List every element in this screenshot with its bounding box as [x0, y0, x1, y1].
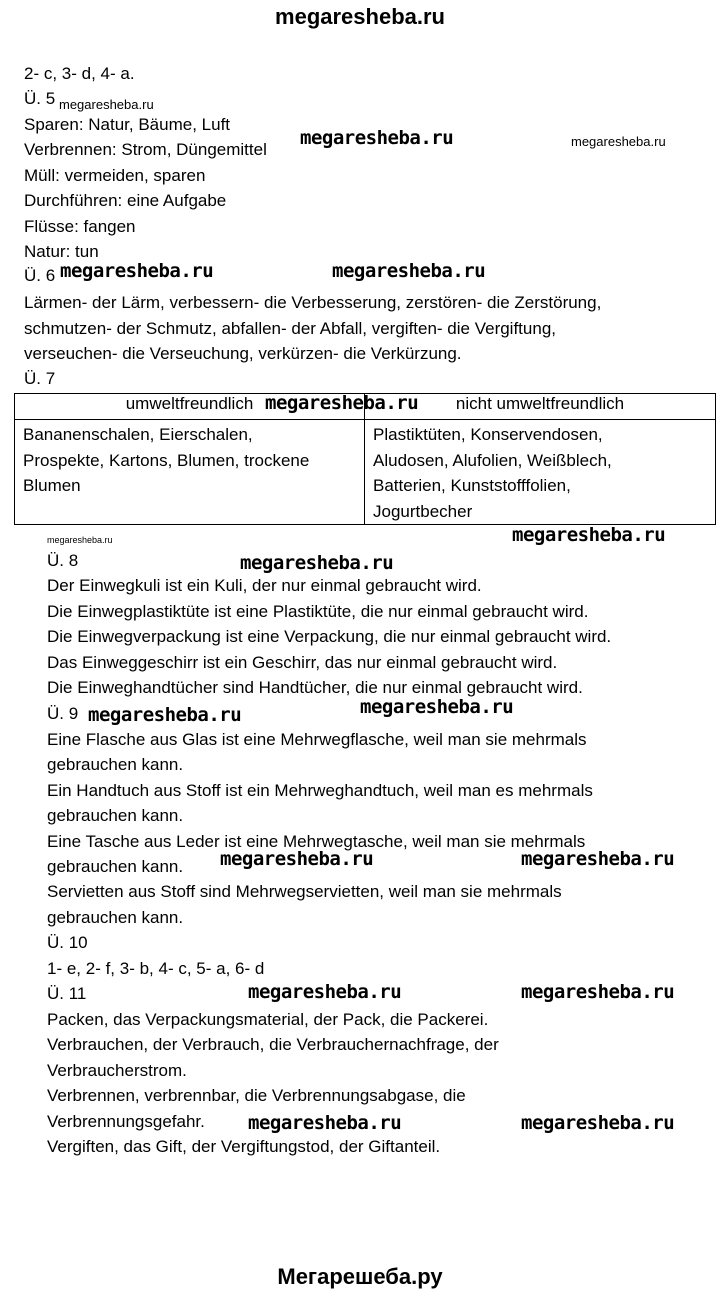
watermark: megaresheba.ru: [47, 535, 113, 545]
watermark: megaresheba.ru: [60, 260, 214, 282]
unfriendly-item-line: Aludosen, Alufolien, Weißblech,: [373, 450, 612, 470]
ex8-line: Die Einweghandtücher sind Handtücher, die nur einmal gebraucht wird.: [47, 678, 583, 697]
watermark: megaresheba.ru: [512, 524, 666, 546]
watermark: megaresheba.ru: [521, 981, 675, 1003]
ex6-line: Lärmen- der Lärm, verbessern- die Verbesserung, zerstören- die Zerstörung,: [24, 293, 602, 312]
ex9-line: gebrauchen kann.: [47, 806, 184, 825]
friendly-cell: [15, 420, 365, 525]
ex9-line: Ein Handtuch aus Stoff ist ein Mehrweghandtuch, weil man es mehrmals: [47, 781, 593, 800]
ex6-line: schmutzen- der Schmutz, abfallen- der Abfall, vergiften- die Vergiftung,: [24, 319, 556, 338]
watermark: megaresheba.ru: [332, 260, 486, 282]
ex8-line: Der Einwegkuli ist ein Kuli, der nur einmal gebraucht wird.: [47, 576, 482, 595]
column-header-friendly: umweltfreundlich: [15, 394, 365, 420]
unfriendly-item-line: Jogurtbecher: [373, 501, 473, 521]
unfriendly-item-line: Batterien, Kunststofffolien,: [373, 476, 571, 495]
ex9-line: gebrauchen kann.: [47, 755, 184, 774]
friendly-item-line: Blumen: [23, 476, 81, 495]
ex8-line: Die Einwegverpackung ist eine Verpackung, die nur einmal gebraucht wird.: [47, 627, 612, 646]
watermark: megaresheba.ru: [88, 704, 242, 726]
ex6-line: verseuchen- die Verseuchung, verkürzen- die Verkürzung.: [24, 344, 462, 363]
ex11-heading: Ü. 11: [47, 984, 87, 1003]
intro-answers: 2- c, 3- d, 4- a.: [24, 64, 135, 83]
watermark: megaresheba.ru: [248, 981, 402, 1003]
ex9-line: Eine Flasche aus Glas ist eine Mehrwegflasche, weil man sie mehrmals: [47, 730, 587, 749]
table-row: [15, 420, 716, 525]
ex11-line: Verbrauchen, der Verbrauch, die Verbrauchernachfrage, der: [47, 1035, 499, 1054]
ex5-heading: Ü. 5: [24, 89, 56, 108]
ex5-line: Flüsse: fangen: [24, 217, 136, 236]
ex9-line: Eine Tasche aus Leder ist eine Mehrwegtasche, weil man sie mehrmals: [47, 832, 586, 851]
friendly-item-line: Prospekte, Kartons, Blumen, trockene: [23, 450, 310, 470]
ex10-heading: Ü. 10: [47, 933, 88, 952]
watermark: megaresheba.ru: [571, 134, 666, 149]
watermark: megaresheba.ru: [59, 97, 154, 112]
ex9-line: gebrauchen kann.: [47, 908, 184, 927]
watermark: megaresheba.ru: [300, 127, 454, 149]
watermark: megaresheba.ru: [360, 696, 514, 718]
ex8-heading: Ü. 8: [47, 551, 79, 570]
ex5-line: Müll: vermeiden, sparen: [24, 166, 206, 185]
ex5-line: Natur: tun: [24, 242, 99, 261]
site-header: megaresheba.ru: [275, 4, 445, 29]
watermark: megaresheba.ru: [248, 1112, 402, 1134]
watermark: megaresheba.ru: [521, 848, 675, 870]
ex5-line: Sparen: Natur, Bäume, Luft: [24, 115, 231, 134]
ex8-line: Das Einweggeschirr ist ein Geschirr, das nur einmal gebraucht wird.: [47, 653, 558, 672]
site-footer: Мегарешеба.ру: [277, 1264, 443, 1289]
ex5-line: Durchführen: eine Aufgabe: [24, 191, 227, 210]
ex10-answers: 1- e, 2- f, 3- b, 4- c, 5- a, 6- d: [47, 959, 265, 978]
unfriendly-cell: [365, 420, 716, 525]
ex11-line: Verbraucherstrom.: [47, 1061, 187, 1080]
ex11-line: Verbrennen, verbrennbar, die Verbrennungsabgase, die: [47, 1086, 466, 1105]
watermark: megaresheba.ru: [240, 552, 394, 574]
ex6-heading: Ü. 6: [24, 266, 56, 285]
ex9-heading: Ü. 9: [47, 704, 79, 723]
watermark: megaresheba.ru: [265, 392, 419, 414]
watermark: megaresheba.ru: [521, 1112, 675, 1134]
friendly-item-line: Bananenschalen, Eierschalen,: [23, 425, 253, 444]
ex11-line: Vergiften, das Gift, der Vergiftungstod, der Giftanteil.: [47, 1137, 441, 1156]
ex11-line: Verbrennungsgefahr.: [47, 1112, 205, 1131]
ex9-line: gebrauchen kann.: [47, 857, 184, 876]
ex8-line: Die Einwegplastiktüte ist eine Plastiktüte, die nur einmal gebraucht wird.: [47, 602, 589, 621]
ex9-line: Servietten aus Stoff sind Mehrwegservietten, weil man sie mehrmals: [47, 882, 562, 901]
ex7-heading: Ü. 7: [24, 369, 56, 388]
watermark: megaresheba.ru: [220, 848, 374, 870]
unfriendly-item-line: Plastiktüten, Konservendosen,: [373, 425, 603, 444]
ex11-line: Packen, das Verpackungsmaterial, der Pack, die Packerei.: [47, 1010, 489, 1029]
column-header-unfriendly: nicht umweltfreundlich: [365, 394, 716, 420]
ex5-line: Verbrennen: Strom, Düngemittel: [24, 140, 267, 159]
